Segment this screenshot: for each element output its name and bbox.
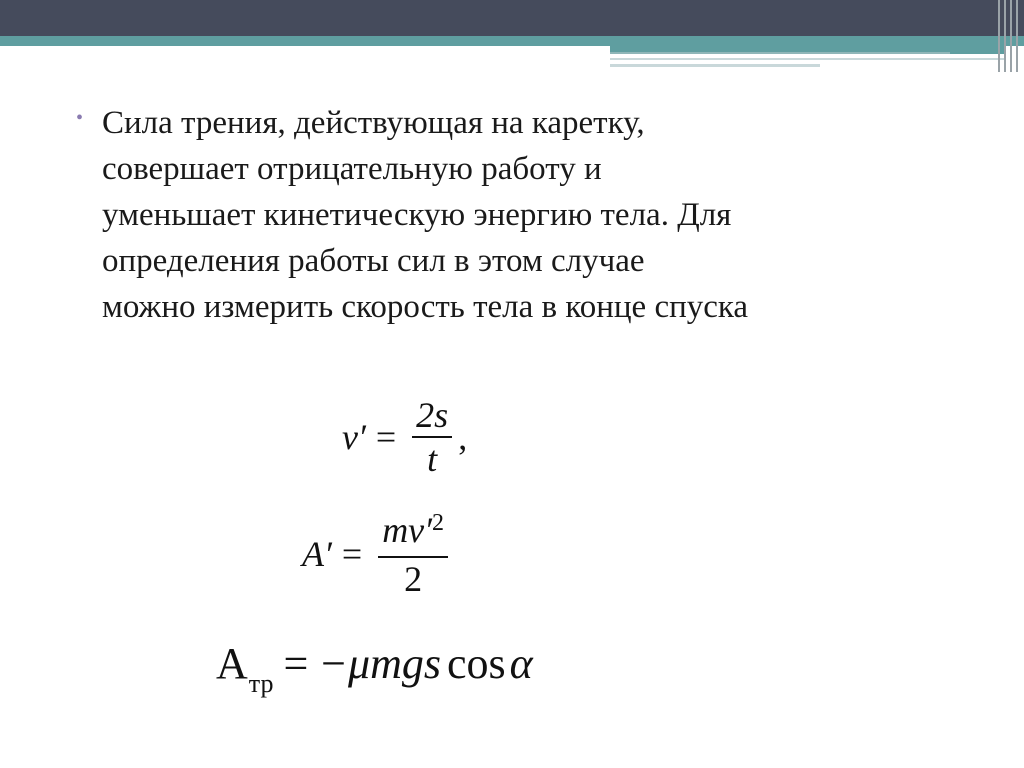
- header-stripe: [1016, 0, 1018, 72]
- formula-work: [302, 506, 454, 602]
- formula-denominator: 2: [404, 558, 423, 599]
- header-teal-bar: [0, 36, 1024, 46]
- formula-lhs: [216, 638, 274, 698]
- formula-numerator: 2s: [416, 395, 449, 435]
- header-accent-line: [610, 52, 950, 54]
- formula-rhs: −μmgs: [318, 638, 441, 688]
- formula-equals: =: [341, 534, 363, 574]
- header-stripe: [1004, 0, 1006, 72]
- formula-equals: =: [375, 417, 397, 457]
- formula-fraction: [378, 509, 448, 600]
- formula-lhs: A′: [302, 534, 332, 574]
- formula-equals: =: [283, 638, 309, 688]
- formula-numerator: [378, 509, 448, 556]
- formula-cos: cos: [446, 638, 506, 688]
- body-text: Сила трения, действующая на каретку, совершает отрицательную работу и уменьшает кинетическую энергию тела. Для определения работы сил в этом случае можно измерить скорость тела в конце спуска: [102, 105, 749, 325]
- header-stripes: [994, 0, 1024, 72]
- formula-lhs-base: A: [216, 638, 248, 688]
- formula-exponent: 2: [432, 509, 445, 536]
- header-stripe: [1010, 0, 1012, 72]
- header-dark-bar: [0, 0, 1024, 36]
- header-stripe: [998, 0, 1000, 72]
- bullet-icon: •: [76, 107, 84, 129]
- formula-velocity: [342, 392, 467, 482]
- formula-fraction: [412, 394, 452, 480]
- formula-alpha: α: [509, 638, 533, 688]
- formula-trailing-comma: ,: [458, 417, 468, 457]
- formula-denominator: t: [427, 439, 438, 479]
- formula-lhs: v′: [342, 417, 366, 457]
- formula-numerator-base: mv′: [382, 509, 433, 550]
- formula-subscript: тр: [248, 668, 274, 698]
- formula-friction-work: [216, 628, 533, 698]
- header-accent-line: [610, 64, 820, 67]
- header-accent-line: [610, 58, 1005, 60]
